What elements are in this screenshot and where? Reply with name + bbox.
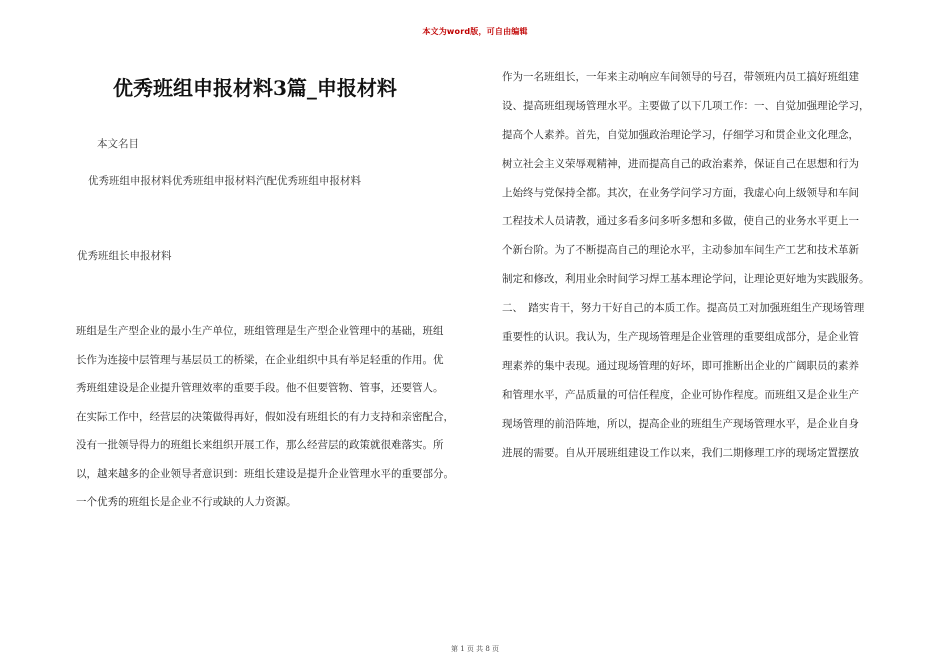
text-line: 没有一批领导得力的班组长来组织开展工作，那么经营层的政策就很难落实。所 xyxy=(76,439,444,451)
text-line: 理素养的集中表现。通过现场管理的好坏，即可推断出企业的广阔职员的素养 xyxy=(502,359,859,372)
text-line: 进展的需要。自从开展班组建设工作以来，我们二期修理工序的现场定置摆放 xyxy=(502,446,859,459)
text-line: 二、 踏实肯干，努力干好自己的本质工作。提高员工对加强班组生产现场管理 xyxy=(502,302,865,315)
text-line: 上始终与党保持全都。其次，在业务学问学习方面，我虚心向上级领导和车间 xyxy=(502,186,859,199)
page-title: 优秀班组申报材料3篇_申报材料 xyxy=(113,76,397,100)
text-line: 在实际工作中，经营层的决策做得再好，假如没有班组长的有力支持和亲密配合， xyxy=(76,410,454,423)
text-line: 以，越来越多的企业领导者意识到：班组长建设是提升企业管理水平的重要部分。 xyxy=(76,467,454,480)
text-line: 设、提高班组现场管理水平。主要做了以下几项工作：一、自觉加强理论学习， xyxy=(502,99,870,112)
text-line: 树立社会主义荣辱观精神，进而提高自己的政治素养，保证自己在思想和行为 xyxy=(502,157,859,170)
text-line: 作为一名班组长，一年来主动响应车间领导的号召，带领班内员工搞好班组建 xyxy=(502,71,859,83)
text-line: 一个优秀的班组长是企业不行或缺的人力资源。 xyxy=(76,496,297,508)
section-heading: 优秀班组长申报材料 xyxy=(77,250,172,262)
text-line: 提高个人素养。首先，自觉加强政治理论学习，仔细学习和贯企业文化理念， xyxy=(502,128,859,141)
text-line: 个新台阶。为了不断提高自己的理论水平，主动参加车间生产工艺和技术革新 xyxy=(502,244,859,257)
text-line: 秀班组建设是企业提升管理效率的重要手段。他不但要管物、管事，还要管人。 xyxy=(76,382,444,394)
toc-label: 本文名目 xyxy=(97,138,139,150)
text-line: 重要性的认识。我认为，生产现场管理是企业管理的重要组成部分，是企业管 xyxy=(502,331,859,344)
toc-items: 优秀班组申报材料优秀班组申报材料汽配优秀班组申报材料 xyxy=(88,175,361,187)
text-line: 制定和修改，利用业余时间学习焊工基本理论学问，让理论更好地为实践服务。 xyxy=(502,273,870,286)
page-number: 第 1 页 共 8 页 xyxy=(450,645,500,653)
text-line: 和管理水平，产品质量的可信任程度，企业可协作程度。而班组又是企业生产 xyxy=(502,388,859,401)
text-line: 班组是生产型企业的最小生产单位，班组管理是生产型企业管理中的基础，班组 xyxy=(76,325,444,337)
text-line: 长作为连接中层管理与基层员工的桥梁，在企业组织中具有举足轻重的作用。优 xyxy=(76,353,444,366)
text-line: 工程技术人员请教，通过多看多问多听多想和多做，使自己的业务水平更上一 xyxy=(502,215,859,228)
left-column-text xyxy=(76,317,471,517)
right-column-text xyxy=(502,63,897,467)
text-line: 现场管理的前沿阵地，所以，提高企业的班组生产现场管理水平，是企业自身 xyxy=(502,417,859,430)
edit-notice: 本文为word版，可自由编辑 xyxy=(422,27,528,36)
